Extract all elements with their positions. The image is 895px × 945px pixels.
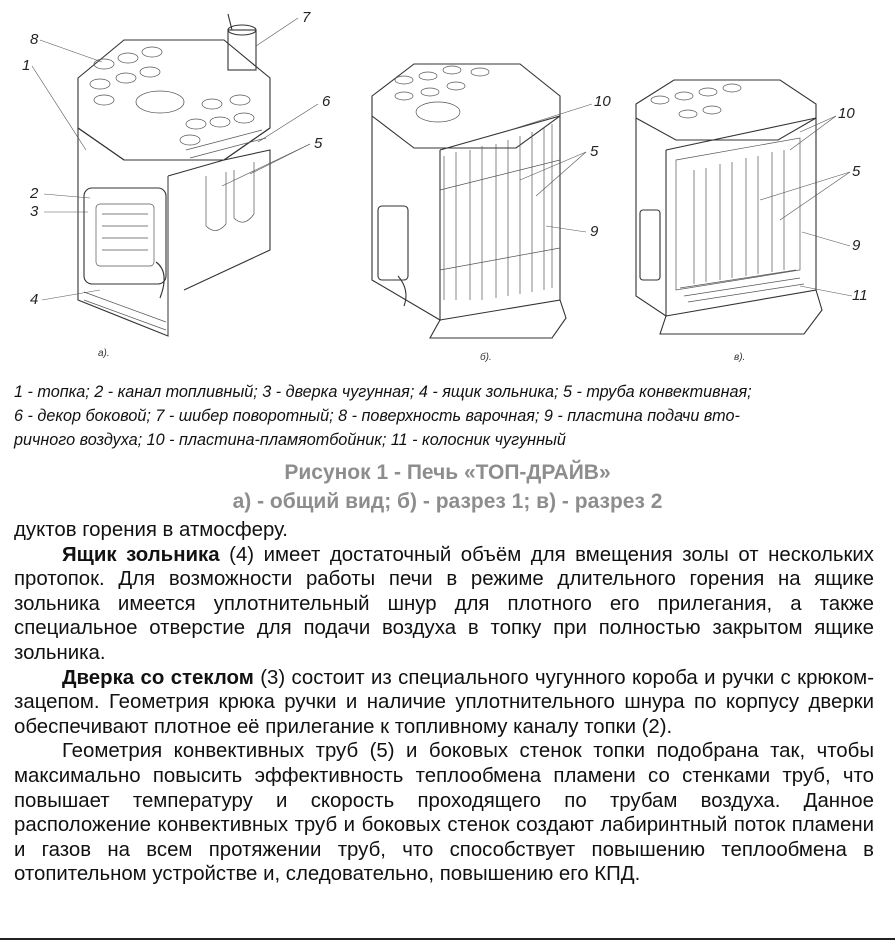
figure-title: Рисунок 1 - Печь «ТОП-ДРАЙВ» [284,461,611,484]
callout-7: 7 [302,9,311,26]
paragraph-door-text: (3) состоит из специального чугунного короба и ручки с крюком-зацепом. Геометрия крюка ручки и наличие уплотнительного шнура по корпусу дверки обеспечивают плотное её прилегание к топливному каналу топки (2). [14,666,874,738]
callout-11: 11 [852,287,868,304]
paragraph-0: дуктов горения в атмосферу. [14,519,288,541]
callout-4: 4 [30,291,39,308]
legend-line-2: 6 - декор боковой; 7 - шибер поворотный; 8 - поверхность варочная; 9 - пластина подачи вто- [14,407,740,425]
callout-6: 6 [322,93,331,110]
callout-1: 1 [22,57,31,74]
figure-subtitle: а) - общий вид; б) - разрез 1; в) - разрез 2 [232,490,663,513]
legend-line-3: ричного воздуха; 10 - пластина-пламяотбойник; 11 - колосник чугунный [14,431,566,449]
callout-9-b: 9 [590,223,599,240]
bottom-rule [0,938,895,940]
callout-5-a: 5 [314,135,323,152]
callout-10-c: 10 [838,105,855,122]
callout-8: 8 [30,31,39,48]
callout-3: 3 [30,203,39,220]
callout-5-b: 5 [590,143,599,160]
body-text [14,518,874,887]
stove-drawing [0,0,895,372]
paragraph-tubes: Геометрия конвективных труб (5) и боковых стенок топки подобрана так, чтобы максимально повысить эффективность теплообмена пламени со стенками труб, что повышает температуру и скорость проходящего по трубам воздуха. Данное расположение конвективных труб и боковых стенок создают лабиринтный поток пламени и газов на всем протяжении труб, что способствует повышению теплообмена в отопительном устройстве и, следовательно, повышению его КПД. [14,740,874,886]
paragraph-ash-box-text: (4) имеет достаточный объём для вмещения золы от нескольких протопок. Для возможности работы печи в режиме длительного горения на ящике зольника имеется уплотнительный шнур для плотного его прилегания, а также специальное отверстие для подачи воздуха в топку при полностью закрытом ящике зольника. [14,543,874,664]
term-door: Дверка со стеклом [62,666,254,689]
sublabel-a: а). [98,348,110,359]
view-a-general [22,9,331,359]
term-ash-box: Ящик зольника [62,543,220,566]
stove-figure [0,0,895,372]
callout-5-c: 5 [852,163,861,180]
callout-10-b: 10 [594,93,611,110]
sublabel-c: в). [734,352,746,363]
callout-9-c: 9 [852,237,861,254]
paragraph-ash-box [14,543,874,666]
view-b-section-1 [372,64,611,363]
legend-line-1: 1 - топка; 2 - канал топливный; 3 - дверка чугунная; 4 - ящик зольника; 5 - труба конвективная; [14,383,752,401]
paragraph-door [14,666,874,740]
sublabel-b: б). [480,352,492,363]
view-c-section-2 [636,80,868,363]
figure-legend [14,380,884,452]
callout-2: 2 [30,185,39,202]
